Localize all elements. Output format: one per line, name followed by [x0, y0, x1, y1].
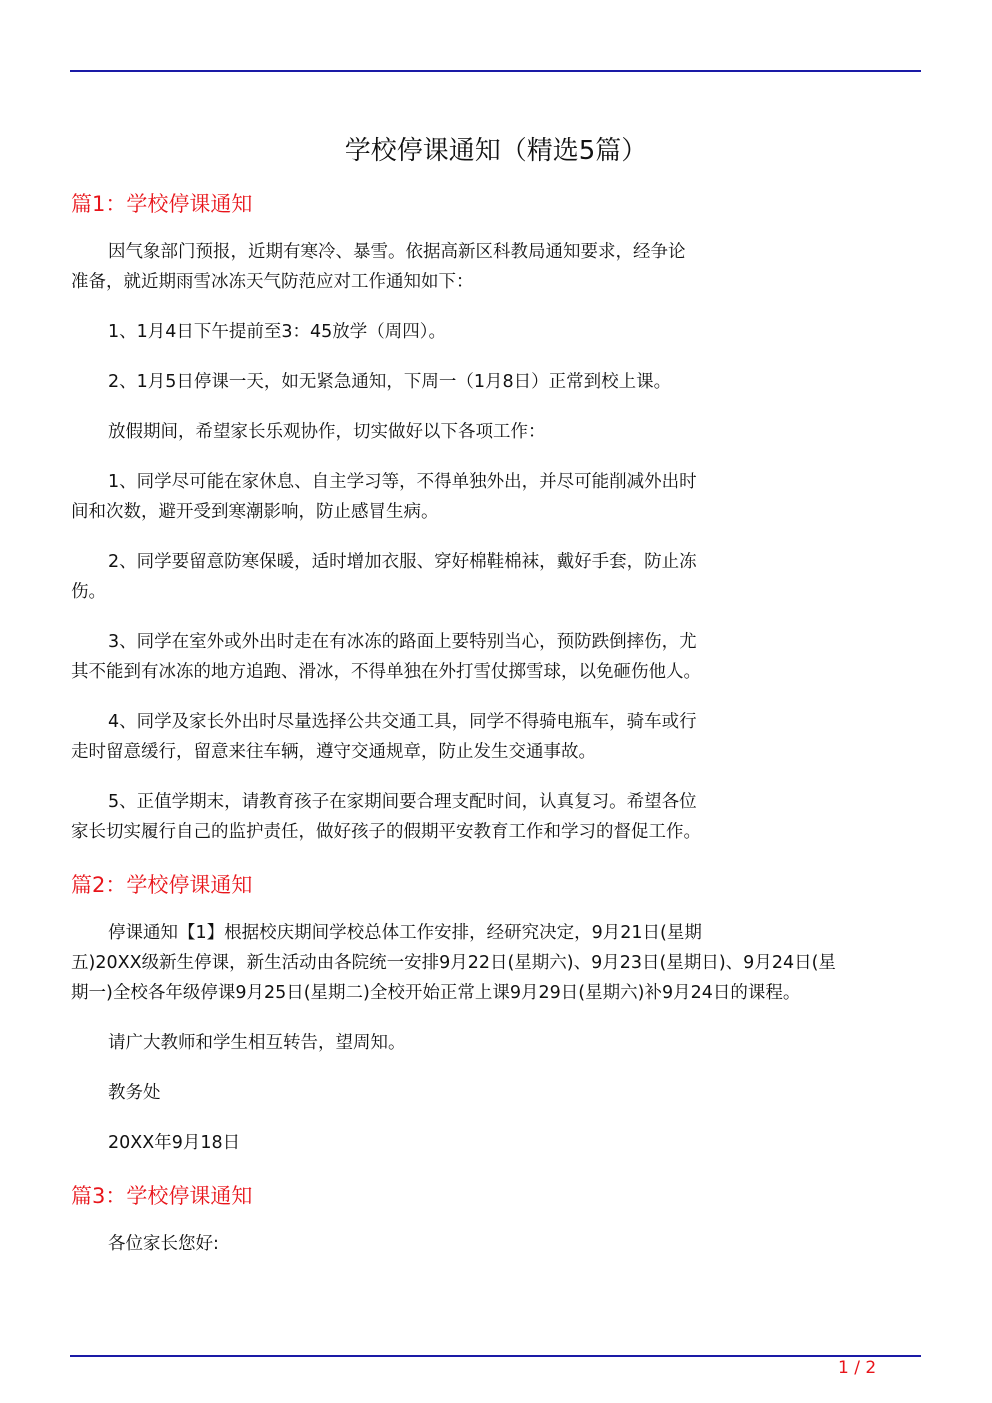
paragraph-line: 各位家长您好: — [108, 1234, 219, 1254]
section — [71, 186, 921, 847]
paragraph — [71, 627, 921, 687]
paragraph — [71, 1229, 921, 1259]
paragraph-line: 准备，就近期雨雪冰冻天气防范应对工作通知如下： — [71, 272, 474, 292]
page-number: 1 / 2 — [838, 1358, 877, 1378]
paragraph-line: 走时留意缓行，留意来往车辆，遵守交通规章，防止发生交通事故。 — [71, 742, 596, 762]
paragraph — [71, 1078, 921, 1108]
paragraph-line: 因气象部门预报，近期有寒冷、暴雪。依据高新区科教局通知要求，经争论 — [108, 242, 686, 262]
paragraph-line: 间和次数，避开受到寒潮影响，防止感冒生病。 — [71, 502, 439, 522]
section-heading: 篇3：学校停课通知 — [71, 1184, 253, 1208]
paragraph-line: 五)20XX级新生停课，新生活动由各院统一安排9月22日(星期六)、9月23日(星期日)、9月24日(星 — [71, 953, 836, 973]
paragraph — [71, 467, 921, 527]
paragraph — [71, 787, 921, 847]
paragraph-line: 2、同学要留意防寒保暖，适时增加衣服、穿好棉鞋棉袜，戴好手套，防止冻 — [108, 552, 697, 572]
paragraph-line: 1、同学尽可能在家休息、自主学习等，不得单独外出，并尽可能削减外出时 — [108, 472, 697, 492]
paragraph-line: 放假期间，希望家长乐观协作，切实做好以下各项工作： — [108, 422, 546, 442]
footer-rule — [70, 1355, 921, 1357]
section — [71, 867, 921, 1158]
paragraph-line: 教务处 — [108, 1083, 161, 1103]
section-heading: 篇2：学校停课通知 — [71, 873, 253, 897]
paragraph — [71, 707, 921, 767]
paragraph — [71, 1028, 921, 1058]
paragraph-line: 4、同学及家长外出时尽量选择公共交通工具，同学不得骑电瓶车，骑车或行 — [108, 712, 697, 732]
page-title: 学校停课通知（精选5篇） — [344, 136, 648, 166]
paragraph-line: 20XX年9月18日 — [108, 1133, 241, 1153]
paragraph-line: 请广大教师和学生相互转告，望周知。 — [108, 1033, 406, 1053]
paragraph — [71, 417, 921, 447]
paragraph — [71, 317, 921, 347]
paragraph-line: 2、1月5日停课一天，如无紧急通知，下周一（1月8日）正常到校上课。 — [108, 372, 672, 392]
paragraph-line: 家长切实履行自己的监护责任，做好孩子的假期平安教育工作和学习的督促工作。 — [71, 822, 701, 842]
paragraph-line: 停课通知【1】根据校庆期间学校总体工作安排，经研究决定，9月21日(星期 — [108, 923, 702, 943]
paragraph-line: 伤。 — [71, 582, 106, 602]
document-body — [71, 186, 921, 1279]
section-heading: 篇1：学校停课通知 — [71, 192, 253, 216]
paragraph — [71, 367, 921, 397]
paragraph — [71, 237, 921, 297]
header-rule — [70, 70, 921, 72]
section — [71, 1178, 921, 1259]
paragraph — [71, 547, 921, 607]
paragraph-line: 其不能到有冰冻的地方追跑、滑冰，不得单独在外打雪仗掷雪球，以免砸伤他人。 — [71, 662, 701, 682]
paragraph-line: 3、同学在室外或外出时走在有冰冻的路面上要特别当心，预防跌倒摔伤，尤 — [108, 632, 697, 652]
paragraph — [71, 918, 921, 1008]
paragraph-line: 5、正值学期末，请教育孩子在家期间要合理支配时间，认真复习。希望各位 — [108, 792, 697, 812]
paragraph — [71, 1128, 921, 1158]
paragraph-line: 1、1月4日下午提前至3：45放学（周四）。 — [108, 322, 447, 342]
paragraph-line: 期一)全校各年级停课9月25日(星期二)全校开始正常上课9月29日(星期六)补9月24日的课程。 — [71, 983, 801, 1003]
